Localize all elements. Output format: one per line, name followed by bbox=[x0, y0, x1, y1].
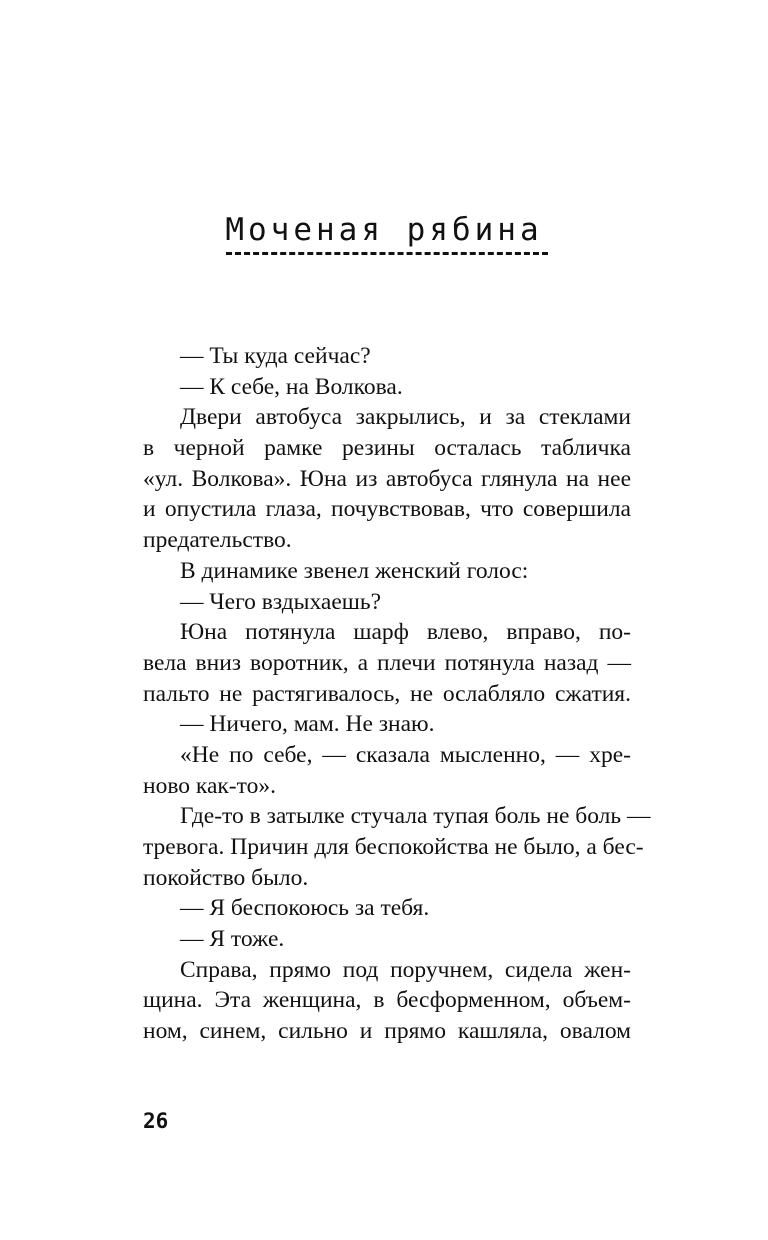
running-title: Моченая рябина bbox=[225, 212, 543, 248]
text-line: щина. Эта женщина, в бесформенном, объем- bbox=[143, 987, 631, 1014]
text-line: в черной рамке резины осталась табличка bbox=[143, 435, 631, 462]
text-line: Юна потянула шарф влево, вправо, по- bbox=[180, 619, 631, 646]
text-line: пальто не растягивалось, не ослабляло сжатия. bbox=[143, 680, 631, 707]
running-head bbox=[0, 210, 768, 250]
text-line: тревога. Причин для беспокойства не было, а бес- bbox=[143, 834, 644, 860]
text-line: Где-то в затылке стучала тупая боль не боль — bbox=[180, 803, 651, 830]
text-line: — К себе, на Волкова. bbox=[180, 373, 403, 400]
text-line: — Чего вздыхаешь? bbox=[180, 588, 382, 615]
title-dashed-rule bbox=[226, 252, 548, 255]
text-line: — Ты куда сейчас? bbox=[180, 343, 371, 369]
text-line: В динамике звенел женский голос: bbox=[180, 557, 529, 584]
text-line: — Ничего, мам. Не знаю. bbox=[180, 711, 435, 738]
text-line: Двери автобуса закрылись, и за стеклами bbox=[180, 404, 631, 431]
body-text bbox=[143, 341, 651, 1047]
text-line: и опустила глаза, почувствовав, что совершила bbox=[143, 496, 631, 523]
text-line: покойство было. bbox=[143, 864, 309, 891]
text-line: предательство. bbox=[143, 527, 292, 554]
text-line: Справа, прямо под поручнем, сидела жен- bbox=[180, 956, 631, 983]
page-number: 26 bbox=[143, 1109, 169, 1133]
text-line: — Я тоже. bbox=[180, 926, 285, 953]
text-line: «ул. Волкова». Юна из автобуса глянула на нее bbox=[143, 465, 631, 492]
text-line: ном, синем, сильно и прямо кашляла, овалом bbox=[143, 1018, 631, 1045]
text-line: — Я беспокоюсь за тебя. bbox=[180, 895, 430, 922]
text-line: вела вниз воротник, а плечи потянула назад — bbox=[143, 649, 631, 676]
text-line: «Не по себе, — сказала мысленно, — хре- bbox=[180, 741, 631, 768]
text-line: ново как-то». bbox=[143, 772, 276, 799]
